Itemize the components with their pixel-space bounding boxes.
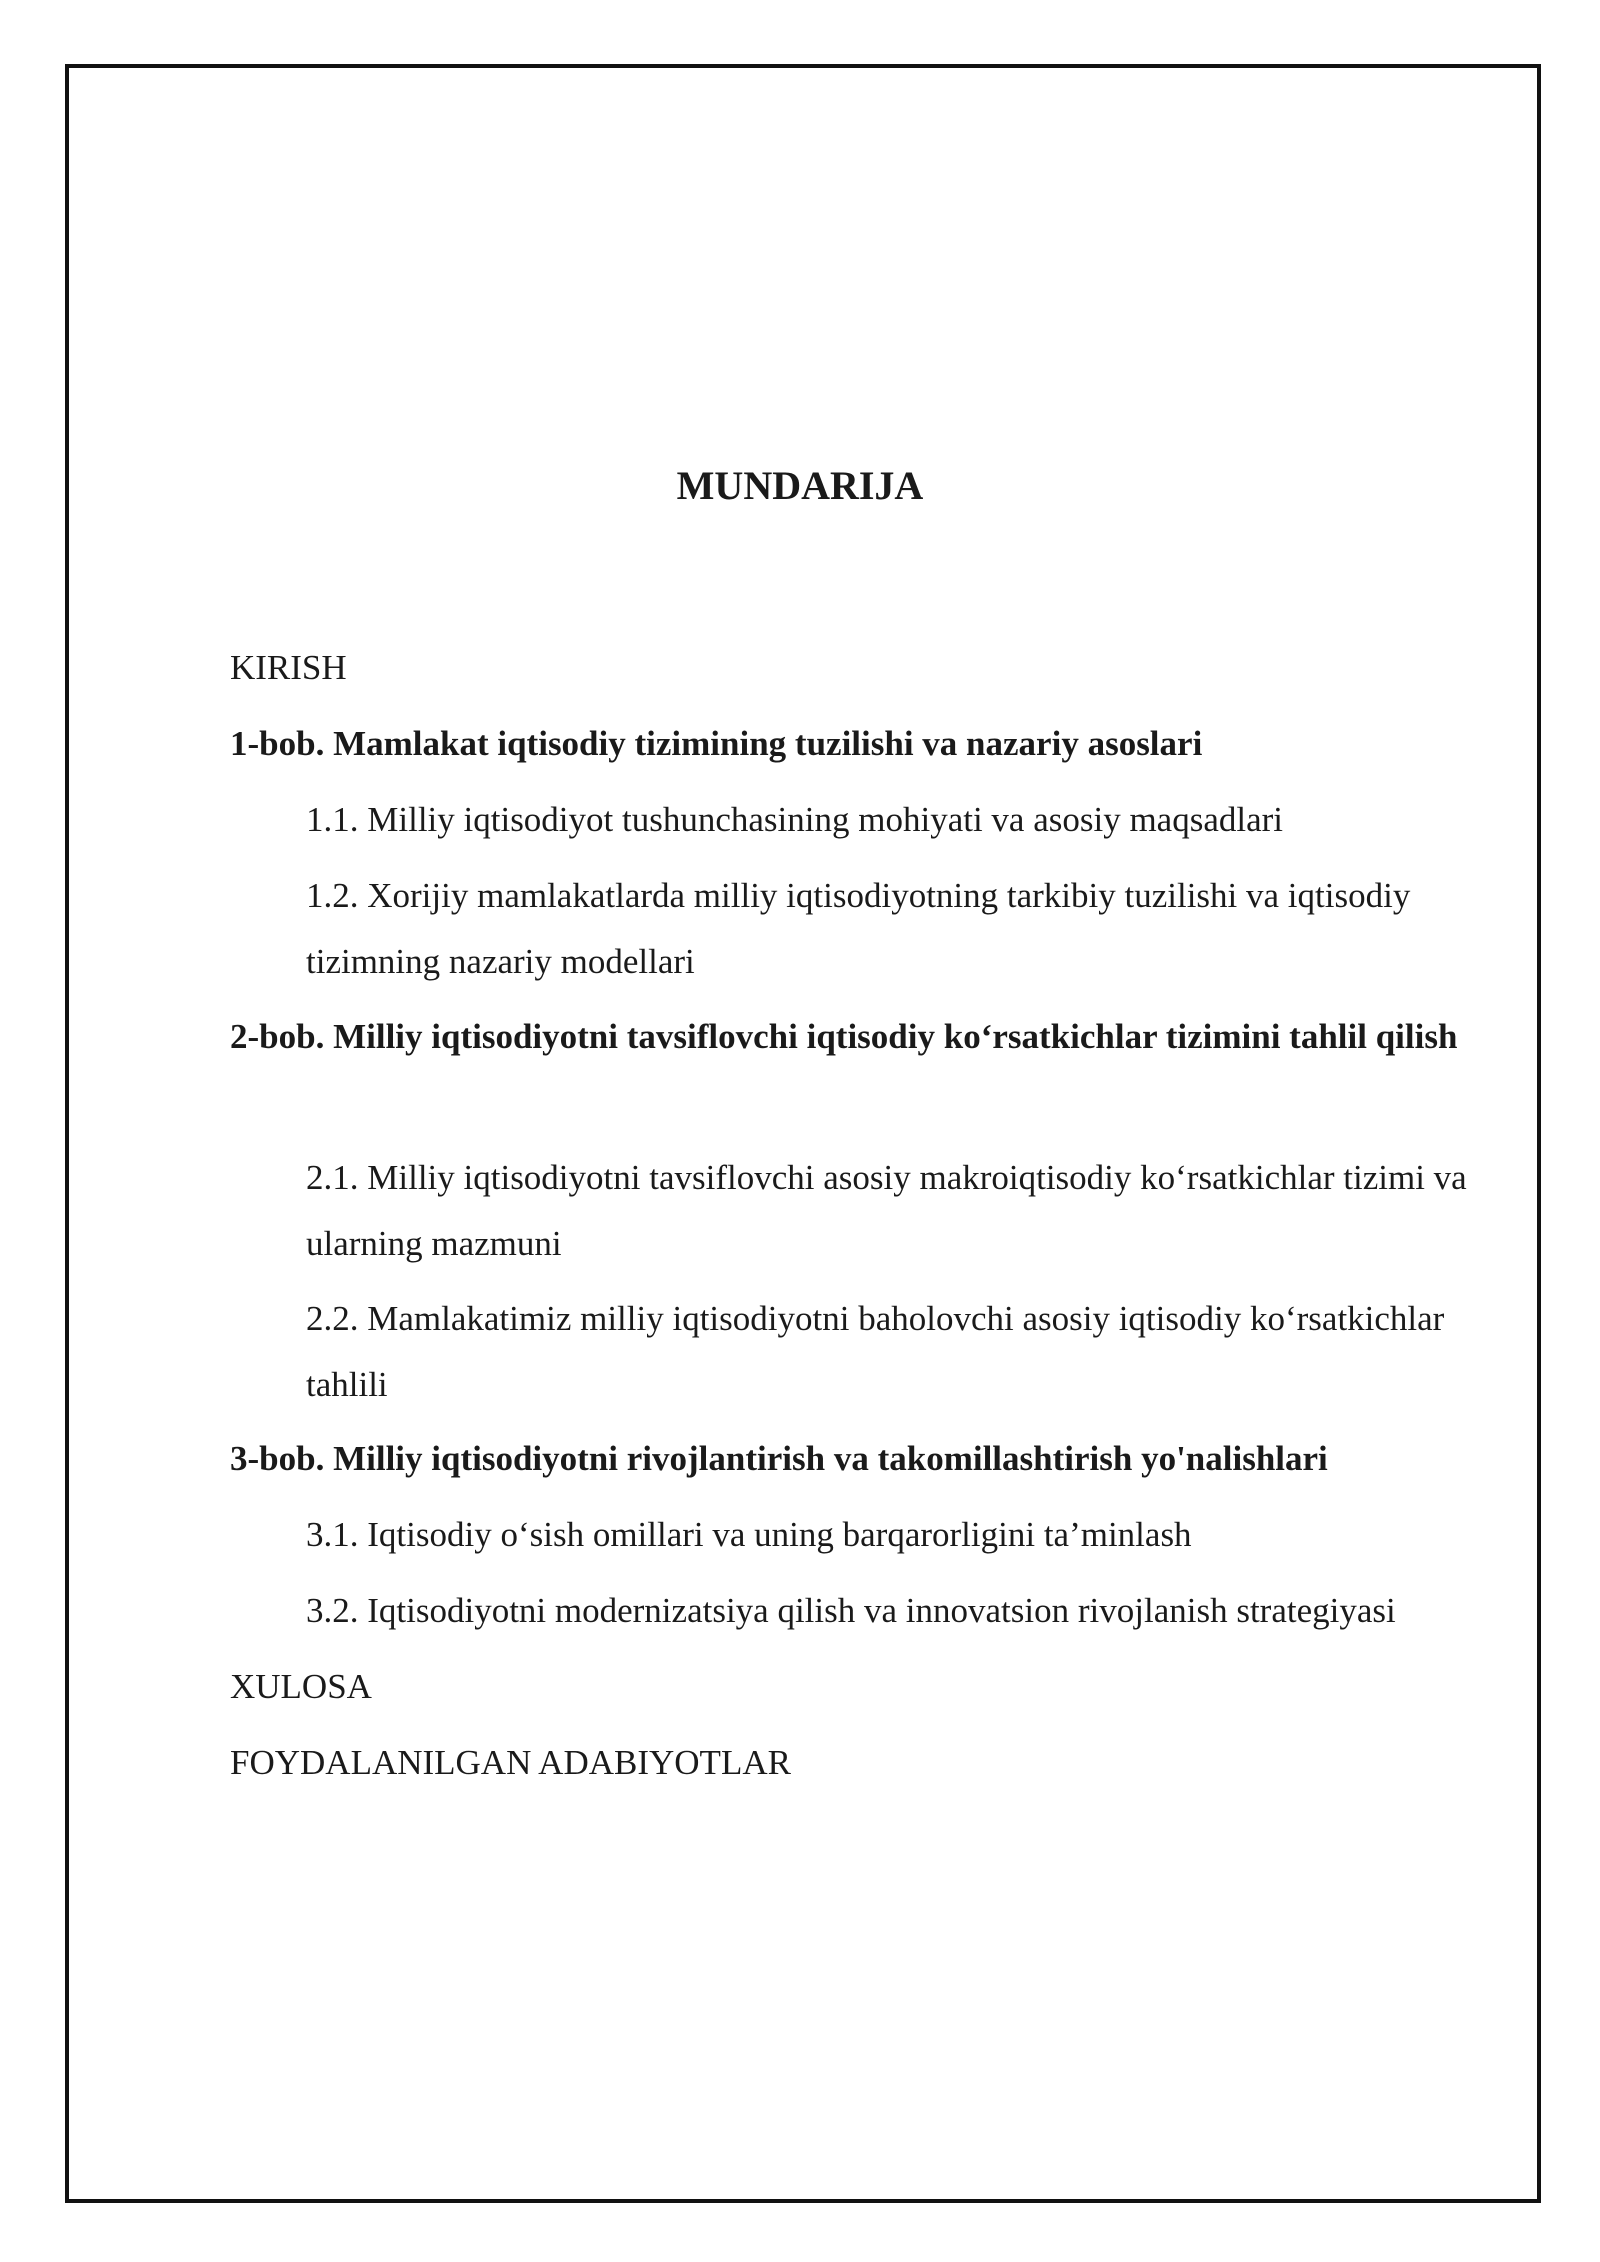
- toc-entry-references: FOYDALANILGAN ADABIYOTLAR: [230, 1743, 791, 1782]
- toc-chapter-3: 3-bob. Milliy iqtisodiyotni rivojlantirish va takomillashtirish yo'nalishlari: [230, 1439, 1328, 1478]
- toc-section-2-1: 2.1. Milliy iqtisodiyotni tavsiflovchi asosiy makroiqtisodiy ko‘rsatkichlar tizimi va ularning mazmuni: [306, 1158, 1467, 1263]
- toc-entry-conclusion: XULOSA: [230, 1667, 372, 1706]
- toc-section-3-2: 3.2. Iqtisodiyotni modernizatsiya qilish va innovatsion rivojlanish strategiyasi: [306, 1591, 1396, 1630]
- toc-section-3-1: 3.1. Iqtisodiy o‘sish omillari va uning barqarorligini ta’minlash: [306, 1515, 1192, 1554]
- toc-chapter-1: 1-bob. Mamlakat iqtisodiy tizimining tuzilishi va nazariy asoslari: [230, 724, 1203, 763]
- toc-chapter-2: 2-bob. Milliy iqtisodiyotni tavsiflovchi iqtisodiy ko‘rsatkichlar tizimini tahlil qilish: [230, 1017, 1458, 1056]
- document-title: MUNDARIJA: [676, 463, 924, 508]
- toc-section-1-2: 1.2. Xorijiy mamlakatlarda milliy iqtisodiyotning tarkibiy tuzilishi va iqtisodiy tizimning nazariy modellari: [306, 876, 1411, 981]
- toc-entry-introduction: KIRISH: [230, 648, 347, 687]
- toc-section-1-1: 1.1. Milliy iqtisodiyot tushunchasining mohiyati va asosiy maqsadlari: [306, 800, 1284, 839]
- page-border: [65, 64, 1541, 2203]
- toc-section-2-2: 2.2. Mamlakatimiz milliy iqtisodiyotni baholovchi asosiy iqtisodiy ko‘rsatkichlar tahlili: [306, 1299, 1445, 1404]
